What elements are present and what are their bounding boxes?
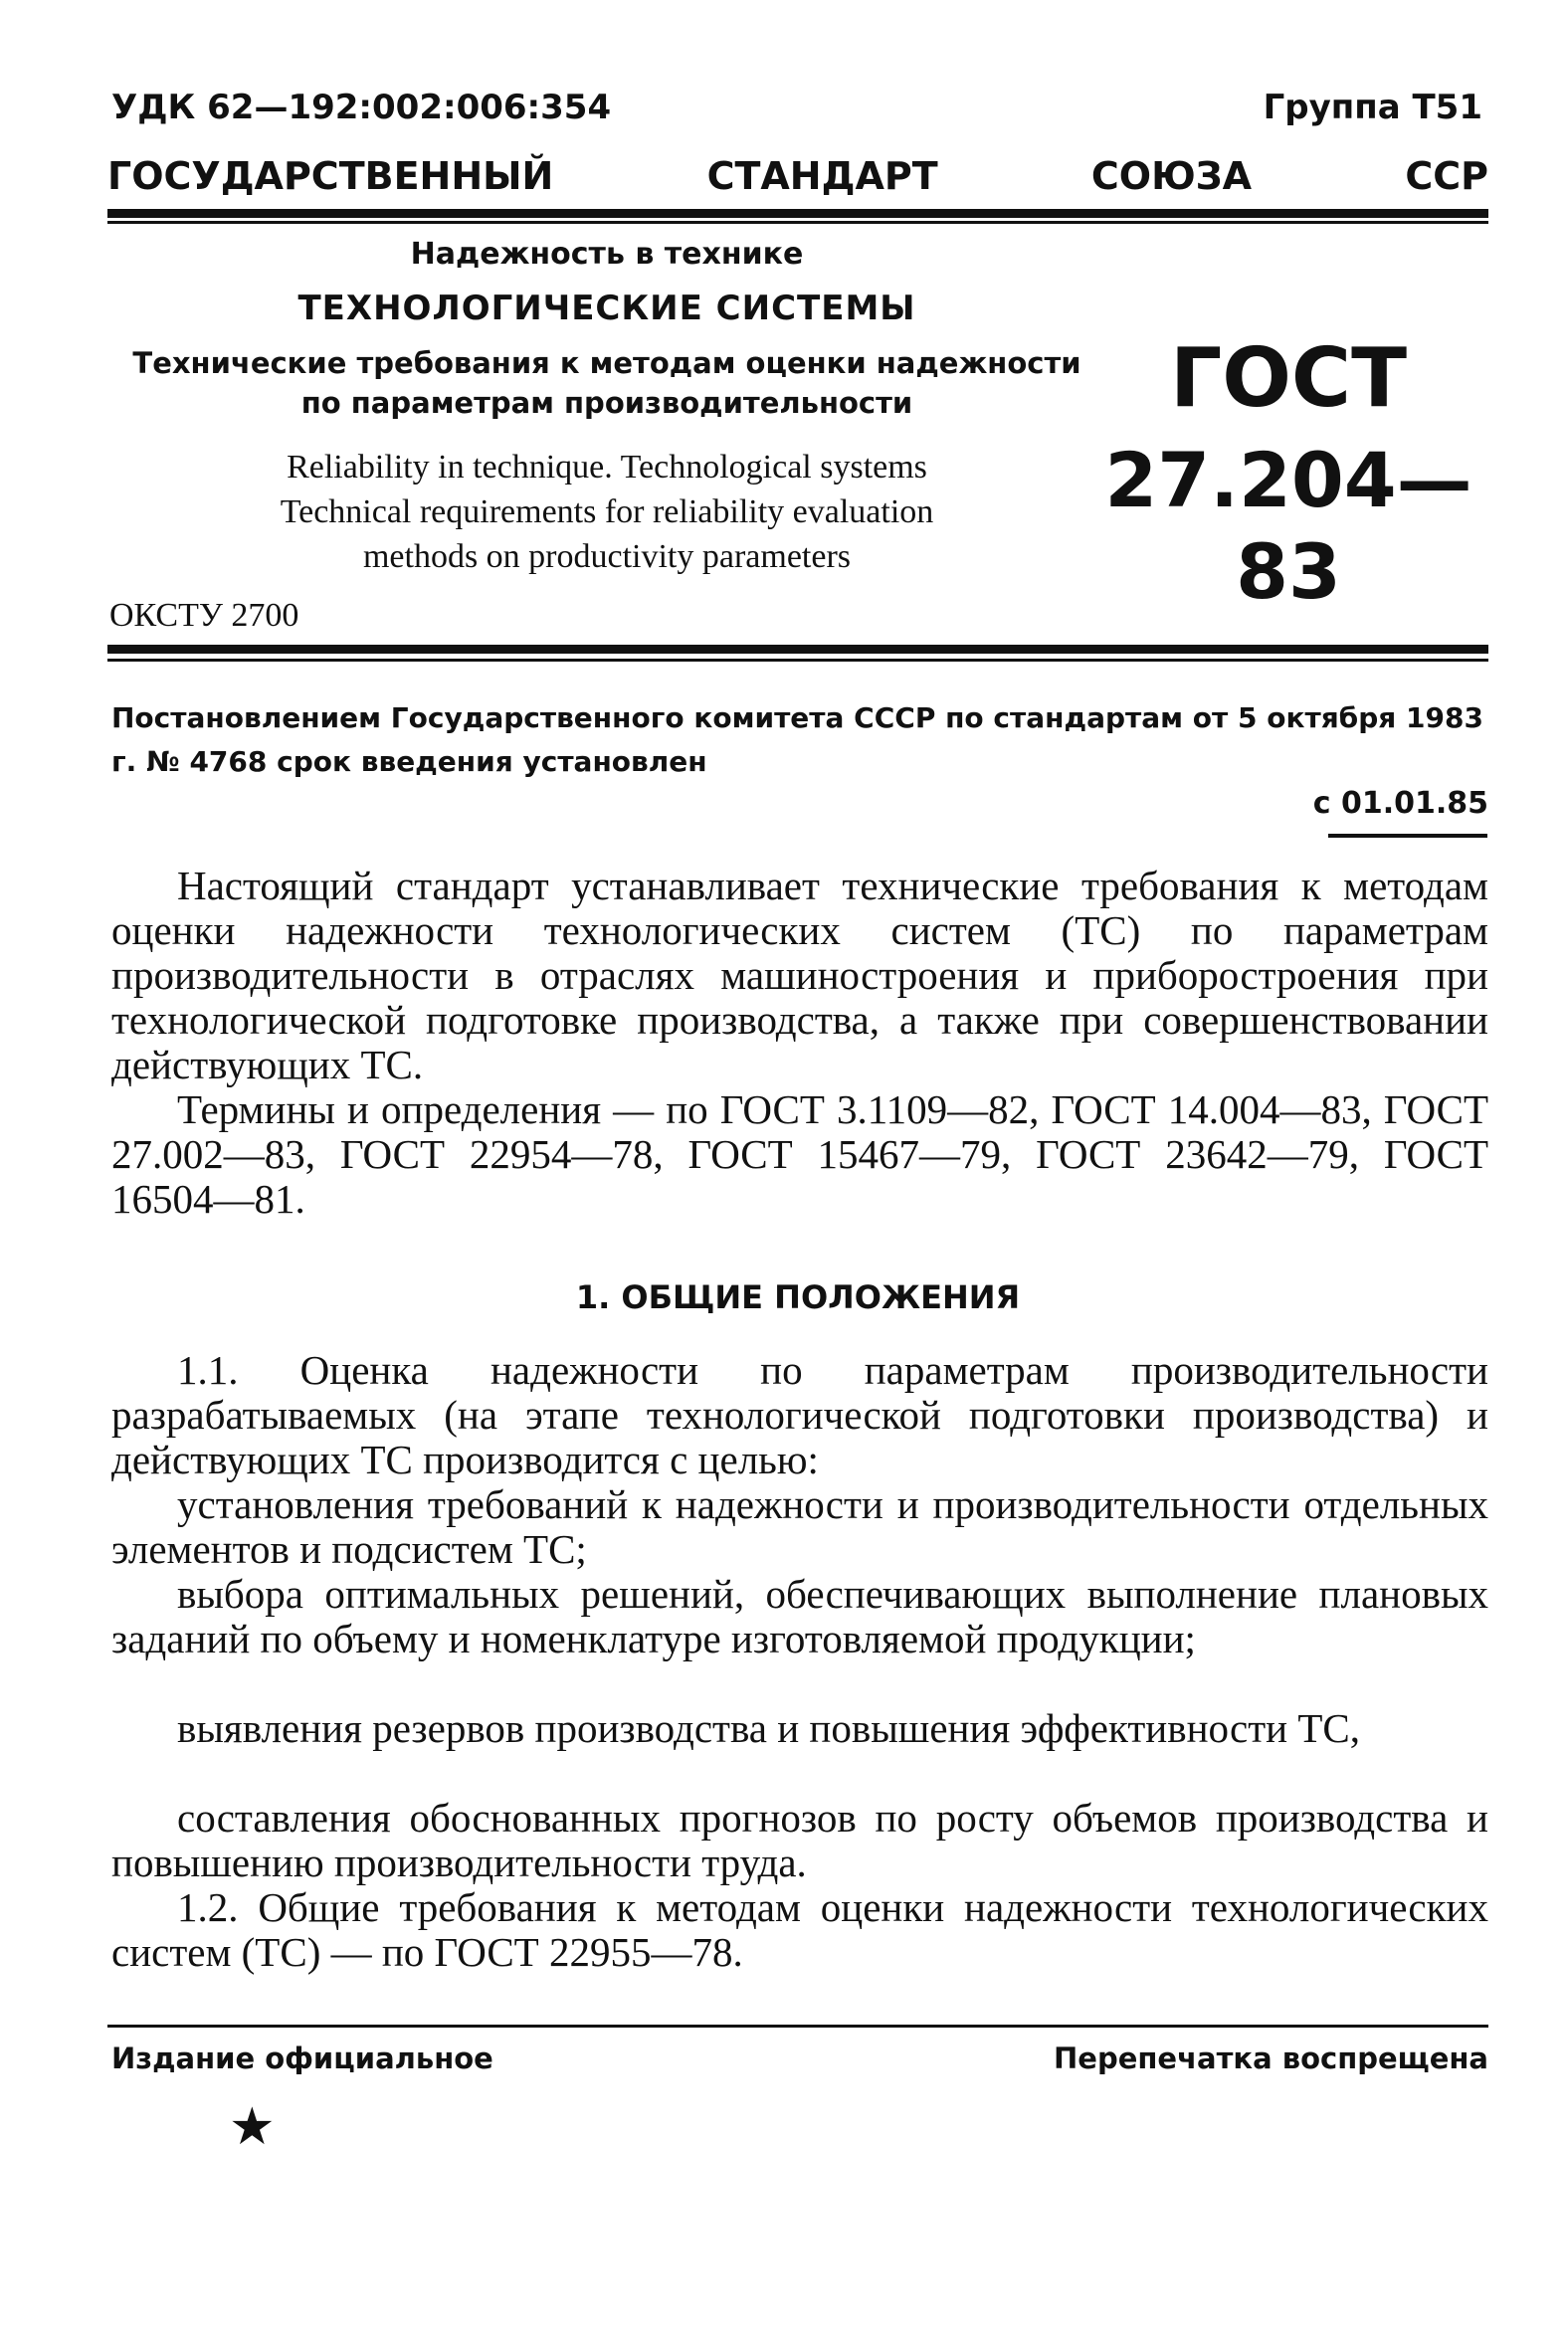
okstu-code: ОКСТУ 2700	[109, 597, 299, 634]
title-topic: Надежность в технике	[410, 237, 804, 272]
purpose-item-requirements: установления требований к надежности и производительности отдельных элементов и подсистем ТС;	[111, 1481, 1488, 1572]
title-english-line-3: methods on productivity parameters	[362, 538, 852, 575]
purpose-item-optimal-solutions: выбора оптимальных решений, обеспечивающих выполнение плановых заданий по объему и номенклатуре изготовляемой продукции;	[111, 1571, 1488, 1661]
title-subtitle-line-2: по параметрам производительности	[300, 386, 913, 420]
header-rule-thick	[107, 209, 1488, 218]
clause-1-1: 1.1. Оценка надежности по параметрам производительности разрабатываемых (на этапе технологической подготовки производства) и действующих ТС производится с целью:	[111, 1347, 1488, 1482]
intro-paragraph: Настоящий стандарт устанавливает технические требования к методам оценки надежности технологических систем (ТС) по параметрам производительности в отраслях машиностроения и приборостроения при технологической подготовке производства, а также при совершенствовании действующих ТС.	[111, 863, 1488, 1087]
title-english-line-2: Technical requirements for reliability evaluation	[280, 493, 934, 530]
purpose-item-forecasts: составления обоснованных прогнозов по росту объемов производства и повышению производительности труда.	[111, 1795, 1488, 1885]
state-standard-word-3: СОЮЗА	[1090, 154, 1253, 198]
official-edition-label: Издание официальное	[111, 2042, 493, 2075]
gost-number: 27.204—83	[1104, 436, 1472, 616]
header-rule-thin	[107, 221, 1488, 224]
state-standard-word-4: ССР	[1405, 154, 1488, 198]
title-subtitle-line-1: Технические требования к методам оценки надежности	[132, 346, 1081, 380]
effective-date: с 01.01.85	[1312, 786, 1488, 821]
terms-paragraph: Термины и определения — по ГОСТ 3.1109—82, ГОСТ 14.004—83, ГОСТ 27.002—83, ГОСТ 22954—78, ГОСТ 15467—79, ГОСТ 23642—79, ГОСТ 16504—81.	[111, 1086, 1488, 1222]
udk-code: УДК 62—192:002:006:354	[111, 88, 612, 127]
title-rule-thin	[107, 659, 1488, 662]
group-code: Группа Т51	[1263, 88, 1482, 127]
effective-date-underline	[1328, 834, 1487, 838]
gost-word: ГОСТ	[1169, 331, 1408, 426]
gost-designation	[1084, 333, 1492, 618]
title-rule-thick	[107, 645, 1488, 654]
title-english-line-1: Reliability in technique. Technological systems	[287, 449, 927, 486]
decree-text: Постановлением Государственного комитета СССР по стандартам от 5 октября 1983 г. № 4768 срок введения установлен	[111, 701, 1483, 778]
state-standard-word-2: СТАНДАРТ	[706, 154, 938, 198]
state-standard-heading	[107, 154, 1488, 198]
section-title: 1. ОБЩИЕ ПОЛОЖЕНИЯ	[575, 1278, 1021, 1316]
clause-1-2: 1.2. Общие требования к методам оценки надежности технологических систем (ТС) — по ГОСТ 22955—78.	[111, 1884, 1488, 1975]
title-subtitle	[109, 343, 1104, 423]
state-standard-word-1: ГОСУДАРСТВЕННЫЙ	[107, 154, 554, 198]
star-icon: ★	[229, 2099, 276, 2156]
reprint-prohibited-label: Перепечатка воспрещена	[1054, 2042, 1488, 2075]
title-main: ТЕХНОЛОГИЧЕСКИЕ СИСТЕМЫ	[297, 289, 916, 328]
footer-rule	[107, 2025, 1488, 2028]
purpose-item-reserves: выявления резервов производства и повышения эффективности ТС,	[177, 1705, 1360, 1751]
title-english	[109, 445, 1104, 579]
